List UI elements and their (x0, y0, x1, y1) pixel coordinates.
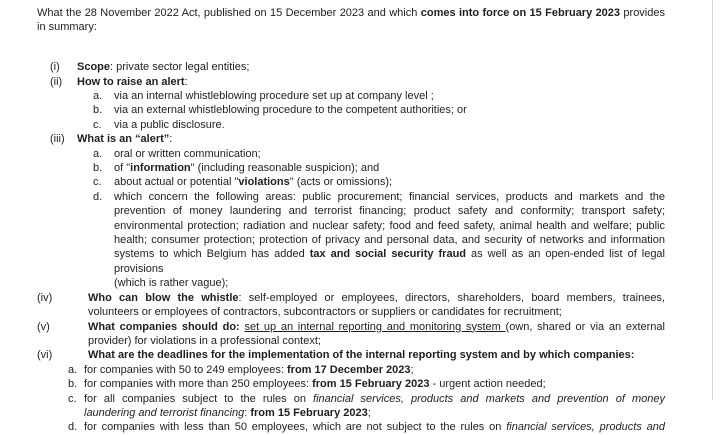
list-marker: a. (93, 147, 103, 160)
subitem-iii-b (93, 161, 665, 175)
subitem-ii-a (93, 89, 665, 103)
subitem-text: about actual or potential " (114, 176, 239, 189)
list-marker: (i) (50, 61, 60, 74)
subitem-line: prevention of money laundering and terrorist financing; product safety and conformity; transport safety; (114, 205, 665, 218)
item-text: : (169, 133, 173, 146)
item-iv (37, 291, 665, 320)
subitem-text: for companies with more than 250 employees: (84, 378, 313, 391)
subitem-bold-text: information (130, 162, 191, 175)
subitem-ii-c (93, 118, 665, 132)
subitem-vi-a (68, 363, 665, 377)
subitem-text-end: ; (367, 406, 371, 419)
subitem-line (84, 420, 665, 434)
list-marker: (ii) (50, 75, 63, 88)
subitem-line: environmental protection; radiation and nuclear safety; food and feed safety, animal health and welfare; public (114, 219, 665, 232)
list-marker: c. (93, 176, 102, 189)
list-marker: (v) (37, 320, 50, 333)
subitem-text: via an internal whistleblowing procedure set up at company level ; (114, 90, 434, 103)
item-v (37, 320, 665, 349)
item-vi (37, 348, 665, 362)
item-title: What are the deadlines for the implementation of the internal reporting system and by which companies: (88, 349, 635, 362)
list-marker: d. (68, 421, 78, 434)
subitem-text-end: as well as an open-ended list of legal provisions (114, 248, 665, 275)
subitem-italic-text: laundering and terrorist financing (84, 406, 245, 419)
subitem-bold-text: violations (238, 176, 290, 189)
item-i (50, 60, 665, 74)
item-title: Who can blow the whistle (88, 291, 239, 304)
page-border-line (712, 0, 713, 400)
list-marker: c. (93, 118, 102, 131)
item-title: What companies should do: (88, 320, 245, 333)
subitem-iii-c (93, 175, 665, 189)
list-marker: a. (68, 363, 78, 376)
subitem-text: for all companies subject to the rules on (84, 392, 314, 405)
subitem-line (84, 392, 665, 406)
intro-text-end: provides (620, 7, 665, 19)
subitem-line: which concern the following areas: public procurement; financial services, products and markets and the (114, 190, 665, 203)
item-text: : (184, 75, 188, 88)
item-title: Scope (77, 61, 111, 74)
list-marker: (iii) (50, 133, 65, 146)
intro-text: What the 28 November 2022 Act, published on 15 December 2023 and which (37, 7, 421, 19)
item-text: : self-employed or employees, directors, shareholders, board members, trainees, (238, 291, 665, 304)
subitem-text-end: - urgent action needed; (429, 378, 546, 391)
subitem-line: (which is rather vague); (114, 277, 229, 290)
subitem-italic-text: financial services, products and markets and prevention of money (313, 392, 665, 405)
subitem-bold-text: from 15 February 2023 (312, 378, 430, 391)
subitem-text: for companies with less than 50 employees, which are not subject to the rules on (84, 421, 507, 434)
item-underlined-text: set up an internal reporting and monitoring system (244, 320, 506, 333)
item-text: : private sector legal entities; (110, 61, 250, 74)
list-marker: a. (93, 90, 103, 103)
list-marker: b. (68, 378, 78, 391)
subitem-bold-text: from 17 December 2023 (287, 363, 411, 376)
item-line (88, 291, 665, 305)
subitem-line: health; consumer protection; protection of privacy and personal data, and security of networks and information (114, 234, 665, 247)
list-marker: b. (93, 162, 103, 175)
intro-paragraph (37, 6, 665, 35)
item-text: (own, shared or via an external (505, 320, 665, 333)
item-title: What is an “alert” (77, 133, 170, 146)
item-line: volunteers or employees of contractors, subcontractors or suppliers or candidates for recruitment; (88, 306, 562, 319)
subitem-text: via a public disclosure. (114, 118, 225, 131)
subitem-ii-b (93, 103, 665, 117)
subitem-vi-c (68, 392, 665, 421)
subitem-text: : (244, 406, 251, 419)
subitem-text-end: ; (410, 363, 414, 376)
subitem-line (84, 406, 665, 420)
intro-line-2: in summary: (37, 21, 97, 34)
item-line: provider) for violations in a professional context; (88, 334, 321, 347)
list-marker: (iv) (37, 291, 53, 304)
item-iii (50, 132, 665, 146)
subitem-text: of " (114, 162, 131, 175)
intro-line-1 (37, 6, 665, 20)
subitem-italic-text: financial services, products and (506, 421, 666, 434)
item-title: How to raise an alert (77, 75, 185, 88)
list-marker: b. (93, 104, 103, 117)
list-marker: (vi) (37, 349, 53, 362)
list-marker: c. (68, 392, 77, 405)
subitem-vi-b (68, 377, 665, 391)
list-marker: d. (93, 190, 103, 203)
subitem-bold-text: tax and social security fraud (309, 248, 467, 261)
subitem-text: for companies with 50 to 249 employees: (84, 363, 288, 376)
item-line (88, 320, 665, 334)
item-ii (50, 75, 665, 89)
subitem-text: oral or written communication; (114, 147, 261, 160)
subitem-text-end: " (including reasonable suspicion); and (190, 162, 380, 175)
subitem-vi-d (68, 420, 666, 434)
subitem-line (114, 247, 665, 276)
subitem-bold-text: from 15 February 2023 (250, 406, 368, 419)
intro-bold-text: comes into force on 15 February 2023 (420, 7, 621, 19)
subitem-text: systems to which Belgium has added (114, 248, 310, 261)
subitem-iii-a (93, 147, 665, 161)
paragraph-spacer (0, 46, 665, 60)
subitem-text-end: " (acts or omissions); (289, 176, 393, 189)
subitem-text: via an external whistleblowing procedure to the competent authorities; or (114, 104, 467, 117)
subitem-iii-d (93, 190, 665, 291)
